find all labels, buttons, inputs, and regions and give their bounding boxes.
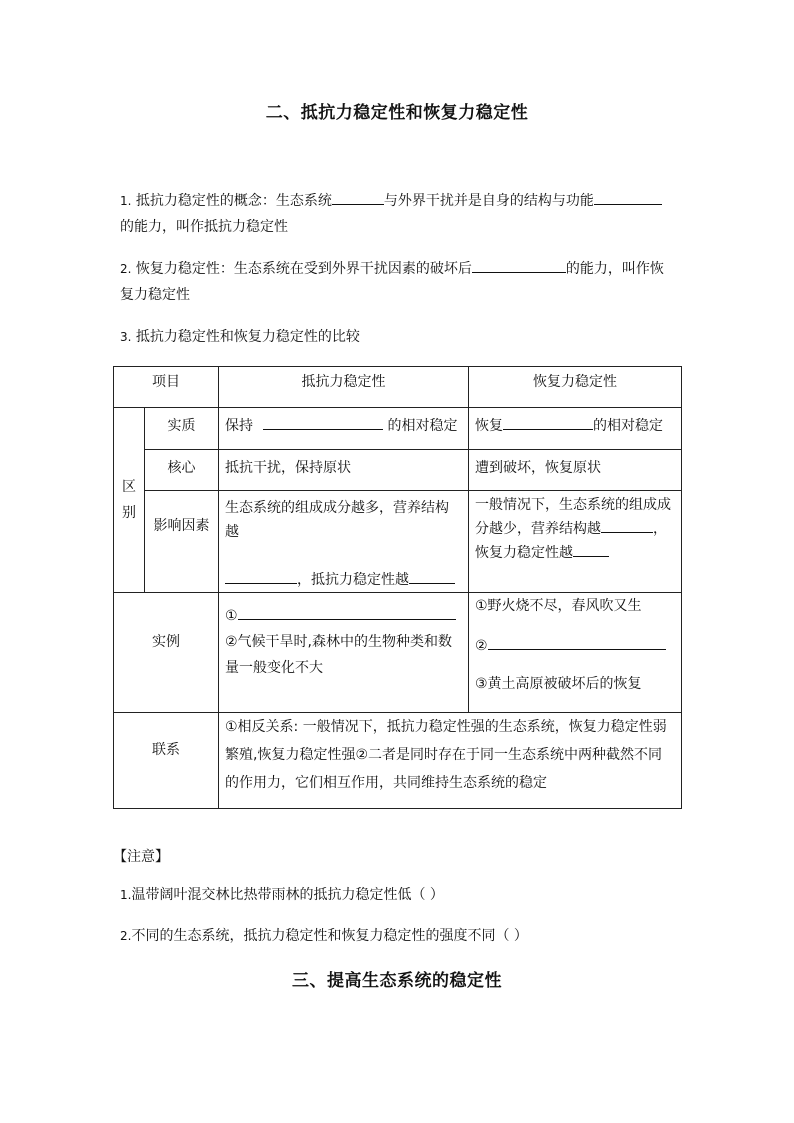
item-concept-resistance xyxy=(120,188,680,240)
item-text: 恢复力稳定性：生态系统在受到外界干扰因素的破坏后 xyxy=(135,261,472,277)
fill-blank[interactable] xyxy=(594,190,662,205)
row-label-examples: 实例 xyxy=(114,593,219,713)
item-concept-resilience xyxy=(120,256,680,308)
comparison-table xyxy=(113,366,682,809)
notes-heading: 【注意】 xyxy=(113,849,169,865)
item-text: 与外界干扰并是自身的结构与功能 xyxy=(383,193,594,209)
header-resilience: 恢复力稳定性 xyxy=(469,367,682,408)
fill-blank[interactable] xyxy=(601,518,653,533)
note-item xyxy=(120,884,444,904)
essence-resilience: 恢复 的相对稳定 xyxy=(469,408,682,450)
fill-blank[interactable] xyxy=(409,569,455,584)
core-resistance: 抵抗干扰，保持原状 xyxy=(219,450,469,491)
header-resistance: 抵抗力稳定性 xyxy=(219,367,469,408)
group-label-difference xyxy=(114,408,145,593)
header-item: 项目 xyxy=(114,367,219,408)
fill-blank[interactable] xyxy=(573,542,609,557)
row-label-core: 核心 xyxy=(145,450,219,491)
item-comparison xyxy=(120,324,680,350)
factors-resilience: 一般情况下，生态系统的组成成 分越少，营养结构越 ， 恢复力稳定性越 xyxy=(469,491,682,593)
fill-blank[interactable] xyxy=(225,569,297,584)
note-number: 2. xyxy=(120,929,132,943)
fill-blank[interactable] xyxy=(332,190,384,205)
item-text: 复力稳定性 xyxy=(120,287,190,303)
section-title: 三、提高生态系统的稳定性 xyxy=(292,971,502,991)
section-title: 二、抵抗力稳定性和恢复力稳定性 xyxy=(265,103,529,123)
fill-blank[interactable] xyxy=(472,258,566,273)
group-label: 区别 xyxy=(122,479,136,521)
item-text: 的能力，叫作恢 xyxy=(565,261,664,277)
item-text: 抵抗力稳定性和恢复力稳定性的比较 xyxy=(135,329,360,345)
note-number: 1. xyxy=(120,888,132,902)
note-text: 温带阔叶混交林比热带雨林的抵抗力稳定性低（ ） xyxy=(131,887,444,903)
item-text: 的能力，叫作抵抗力稳定性 xyxy=(120,219,288,235)
note-text: 不同的生态系统，抵抗力稳定性和恢复力稳定性的强度不同（ ） xyxy=(131,928,528,944)
item-number: 1. xyxy=(120,194,132,208)
item-text: 抵抗力稳定性的概念：生态系统 xyxy=(135,193,332,209)
row-label-essence: 实质 xyxy=(145,408,219,450)
examples-resistance: ① ②气候干旱时,森林中的生物种类和数量一般变化不大 xyxy=(219,593,469,713)
item-number: 3. xyxy=(120,330,132,344)
fill-blank[interactable] xyxy=(503,415,593,430)
item-number: 2. xyxy=(120,262,132,276)
fill-blank[interactable] xyxy=(488,635,666,650)
examples-resilience: ①野火烧不尽，春风吹又生 ② ③黄土高原被破坏后的恢复 xyxy=(469,593,682,713)
fill-blank[interactable] xyxy=(263,415,383,430)
fill-blank[interactable] xyxy=(238,605,456,620)
row-label-relation: 联系 xyxy=(114,713,219,809)
note-item xyxy=(120,925,528,945)
factors-resistance: 生态系统的组成成分越多，营养结构越 ，抵抗力稳定性越 xyxy=(219,491,469,593)
core-resilience: 遭到破坏，恢复原状 xyxy=(469,450,682,491)
essence-resistance: 保持 的相对稳定 xyxy=(219,408,469,450)
relation-content: ①相反关系: 一般情况下，抵抗力稳定性强的生态系统，恢复力稳定性弱繁殖,恢复力稳定性强②二者是同时存在于同一生态系统中两种截然不同的作用力，它们相互作用，共同维持生态系统的稳定 xyxy=(219,713,682,809)
row-label-factors: 影响因素 xyxy=(145,491,219,593)
